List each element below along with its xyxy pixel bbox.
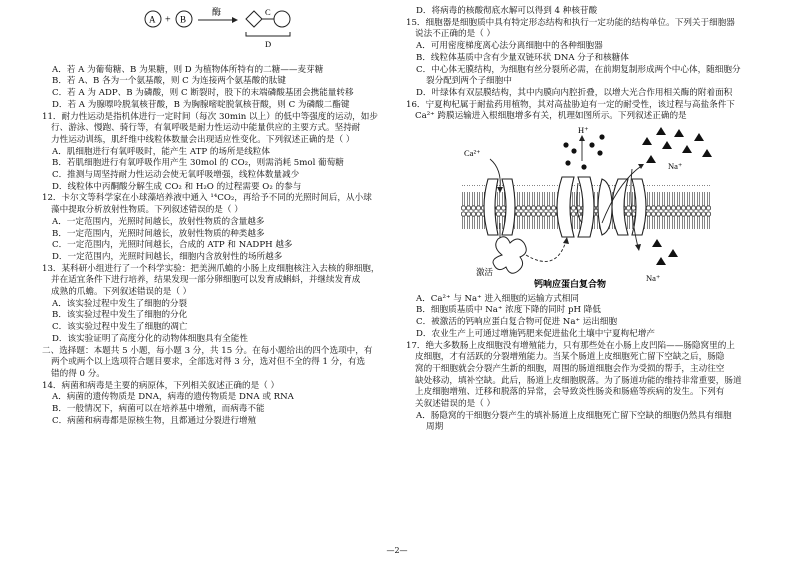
page-number: —2— xyxy=(386,546,408,555)
reaction-arrowhead-icon xyxy=(232,17,238,23)
calcium-ion-label: Ca²⁺ xyxy=(464,148,481,159)
q12-option-a[interactable]: A．一定范围内，光照时间越长，放射性物质的含量越多 xyxy=(52,216,265,227)
q12-option-c[interactable]: C．一定范围内，光照时间越长，合成的 ATP 和 NADPH 越多 xyxy=(52,240,293,251)
q15-stem-line: 说法不正确的是（ ） xyxy=(415,29,496,40)
hydrogen-sodium-transporter xyxy=(557,177,612,237)
product-diamond xyxy=(246,11,262,27)
sodium-label-outside: Na⁺ xyxy=(668,161,683,172)
q12-stem-line: 12．卡尔文等科学家在小球藻培养液中通入 ¹⁴CO₂，再给予不同的光照时间后，从小球 xyxy=(42,193,372,204)
product-d-label: D xyxy=(265,39,272,49)
question-16 xyxy=(406,100,758,123)
hydrogen-ion-label: H⁺ xyxy=(578,125,589,136)
q12-option-b[interactable]: B．一定范围内，光照时间越长，放射性物质的种类越多 xyxy=(52,228,265,239)
q15-option-d[interactable]: D．叶绿体有双层膜结构，其中内膜向内腔折叠，以增大光合作用相关酶的附着面积 xyxy=(416,87,733,98)
q16-stem-line: 16．宁夏枸杞属于耐盐药用植物，其对高盐胁迫有一定的耐受性，该过程与高盐条件下 xyxy=(406,99,735,110)
question-17 xyxy=(406,341,758,435)
section-2-line: 两个或两个以上选项符合题目要求，全部选对得 3 分，选对但不全的得 1 分，有选 xyxy=(51,357,366,368)
enzyme-label: 酶 xyxy=(212,8,222,18)
q16-option-b[interactable]: B．细胞质基质中 Na⁺ 浓度下降的同时 pH 降低 xyxy=(416,305,601,316)
q16-stem-line: Ca²⁺ 跨膜运输进入根细胞增多有关，机理如图所示。下列叙述正确的是 xyxy=(415,111,687,122)
q17-option-a[interactable]: A．肠隐窝的干细胞分裂产生的填补肠道上皮细胞死亡留下空缺的细胞仍然具有细胞 xyxy=(416,410,732,421)
q13-stem-line: 成熟的爪蟾。下列叙述错误的是（ ） xyxy=(51,287,192,298)
molecule-a-label: A xyxy=(149,14,156,25)
diagram-caption: 钙响应蛋白复合物 xyxy=(534,280,607,290)
q13-option-b[interactable]: B．该实验过程中发生了细胞的分化 xyxy=(52,310,188,321)
product-circle xyxy=(274,11,290,27)
membrane-transport-diagram xyxy=(406,123,758,289)
reaction-diagram xyxy=(42,6,392,60)
q14-option-a[interactable]: A．病菌的遗传物质是 DNA，病毒的遗传物质是 DNA 或 RNA xyxy=(52,392,294,403)
question-16-options xyxy=(406,294,758,341)
plus-sign: + xyxy=(165,14,171,26)
q17-stem-line: 缺处移动，填补空缺。此后，肠道上皮细胞脱落。为了肠道功能的维持非常重要，肠道 xyxy=(415,375,742,386)
question-15 xyxy=(406,18,758,100)
left-column xyxy=(42,6,392,428)
q11-stem-line: 行、游泳、慢跑、骑行等，有氧呼吸是耐力性运动中能量供应的主要方式。坚持耐 xyxy=(51,123,361,134)
sodium-label-inside: Na⁺ xyxy=(646,273,661,284)
question-13 xyxy=(42,264,392,346)
q17-option-a-cont: 周期 xyxy=(426,422,444,433)
q13-stem-line: 13．某科研小组进行了一个科学实验：把美洲爪蟾的小肠上皮细胞核注入去核的卵细胞， xyxy=(42,263,380,274)
q10-option-b[interactable]: B．若 A、B 各为一个氨基酸，则 C 为连接两个氨基酸的肽键 xyxy=(52,76,286,87)
question-12 xyxy=(42,193,392,263)
activation-dashed-arrow xyxy=(526,241,566,261)
sodium-ion-triangles-outside xyxy=(642,127,712,163)
section-2-line: 错的得 0 分。 xyxy=(51,368,105,379)
section-2-line: 二、选择题：本题共 5 小题，每小题 3 分，共 15 分。在每小题给出的四个选项中，有 xyxy=(42,345,373,356)
q14-option-b[interactable]: B．一般情况下，病菌可以在培养基中增殖，而病毒不能 xyxy=(52,404,265,415)
q10-option-d[interactable]: D．若 A 为腺嘌呤脱氧核苷酸，B 为胸腺嘧啶脱氧核苷酸，则 C 为磷酸二酯键 xyxy=(52,99,350,110)
right-column xyxy=(406,6,758,434)
q16-option-c[interactable]: C．被激活的钙响应蛋白复合物可促进 Na⁺ 运出细胞 xyxy=(416,317,618,328)
molecule-b-label: B xyxy=(180,14,187,25)
section-2-instructions xyxy=(42,346,392,381)
q11-option-c[interactable]: C．推测与周坚持耐力性运动会使无氧呼吸增强，线粒体数量减少 xyxy=(52,170,300,181)
question-11 xyxy=(42,112,392,194)
q15-option-c-cont: 裂分配到两个子细胞中 xyxy=(426,76,512,87)
q15-option-b[interactable]: B．线粒体基质中含有少量双链环状 DNA 分子和核糖体 xyxy=(416,52,629,63)
q12-option-d[interactable]: D．一定范围内，光照时间越长，细胞内含放射性的场所越多 xyxy=(52,251,283,262)
q11-option-b[interactable]: B．若肌细胞进行有氧呼吸作用产生 30mol 的 CO₂，则需消耗 5mol 葡萄糖 xyxy=(52,158,344,169)
q11-stem-line: 11．耐力性运动是指机体进行一定时间（每次 30min 以上）的低中等强度的运动，如步 xyxy=(42,111,378,122)
q10-option-a[interactable]: A．若 A 为葡萄糖、B 为果糖，则 D 为植物体所特有的二糖——麦芽糖 xyxy=(52,64,324,75)
sodium-ion-triangles-inside xyxy=(652,239,678,265)
q17-stem-line: 皮细胞，才有活跃的分裂增殖能力。当某个肠道上皮细胞死亡留下空缺之后，肠隐 xyxy=(415,352,725,363)
bracket-d xyxy=(246,32,290,36)
q17-stem-line: 上皮细胞增殖、迁移和脱落的异常，会导致炎性肠炎和肠癌等疾病的发生。下列有 xyxy=(415,387,725,398)
activation-arrowhead-icon xyxy=(563,237,569,244)
question-14 xyxy=(42,381,392,428)
q11-option-a[interactable]: A．肌细胞进行有氧呼吸时，能产生 ATP 的场所是线粒体 xyxy=(52,146,270,157)
q15-option-a[interactable]: A．可用密度梯度离心法分离细胞中的各种细胞器 xyxy=(416,41,603,52)
q17-stem-line: 17．绝大多数肠上皮细胞没有增殖能力，只有那些处在小肠上皮凹陷——肠隐窝里的上 xyxy=(406,340,735,351)
q13-option-c[interactable]: C．该实验过程中发生了细胞的凋亡 xyxy=(52,322,188,333)
q16-option-a[interactable]: A．Ca²⁺ 与 Na⁺ 进入细胞的运输方式相同 xyxy=(416,293,579,304)
q11-stem-line: 力性运动训练，肌纤维中线粒体数量会出现适应性变化。下列叙述正确的是（ ） xyxy=(51,134,355,145)
q12-stem-line: 藻中提取分析放射性物质。下列叙述错误的是（ ） xyxy=(51,205,243,216)
q17-stem-line: 关叙述错误的是（ ） xyxy=(415,399,496,410)
q11-option-d[interactable]: D．线粒体中丙酮酸分解生成 CO₂ 和 H₂O 的过程需要 O₂ 的参与 xyxy=(52,181,302,192)
q13-option-a[interactable]: A．该实验过程中发生了细胞的分裂 xyxy=(52,298,188,309)
q15-option-c[interactable]: C．中心体无膜结构，为细胞有丝分裂所必需，在前期复制形成两个中心体，随细胞分 xyxy=(416,64,741,75)
q10-option-c[interactable]: C．若 A 为 ADP、B 为磷酸，则 C 断裂时，股下的末端磷酸基团会携能量转移 xyxy=(52,88,354,99)
hydrogen-arrowhead-icon xyxy=(579,135,585,141)
sodium-entry-arrowhead-icon xyxy=(635,244,641,251)
bond-c-label: C xyxy=(265,7,271,17)
calcium-response-protein-complex xyxy=(493,237,526,274)
q13-stem-line: 并在适宜条件下进行培养，结果发现一部分卵细胞可以发育成蝌蚪，并继续发育成 xyxy=(51,275,361,286)
q16-option-d[interactable]: D．农业生产上可通过增施钙肥来促进盐化土壤中宁夏枸杞增产 xyxy=(416,328,655,339)
q14-option-d[interactable]: D．将病毒的核酸彻底水解可以得到 4 种核苷酸 xyxy=(416,6,598,16)
q14-stem-line: 14．病菌和病毒是主要的病原体，下列相关叙述正确的是（ ） xyxy=(42,380,280,391)
question-10-options xyxy=(42,65,392,112)
activate-label: 激活 xyxy=(476,268,494,279)
q17-stem-line: 窝的干细胞就会分裂产生新的细胞，周围的肠道细胞会作为受损的帮手，主动往空 xyxy=(415,363,725,374)
q13-option-d[interactable]: D．该实验证明了高度分化的动物体细胞具有全能性 xyxy=(52,333,248,344)
q14-option-c[interactable]: C．病菌和病毒都是原核生物，且都通过分裂进行增殖 xyxy=(52,415,257,426)
q15-stem-line: 15．细胞器是细胞质中具有特定形态结构和执行一定功能的结构单位。下列关于细胞器 xyxy=(406,17,735,28)
